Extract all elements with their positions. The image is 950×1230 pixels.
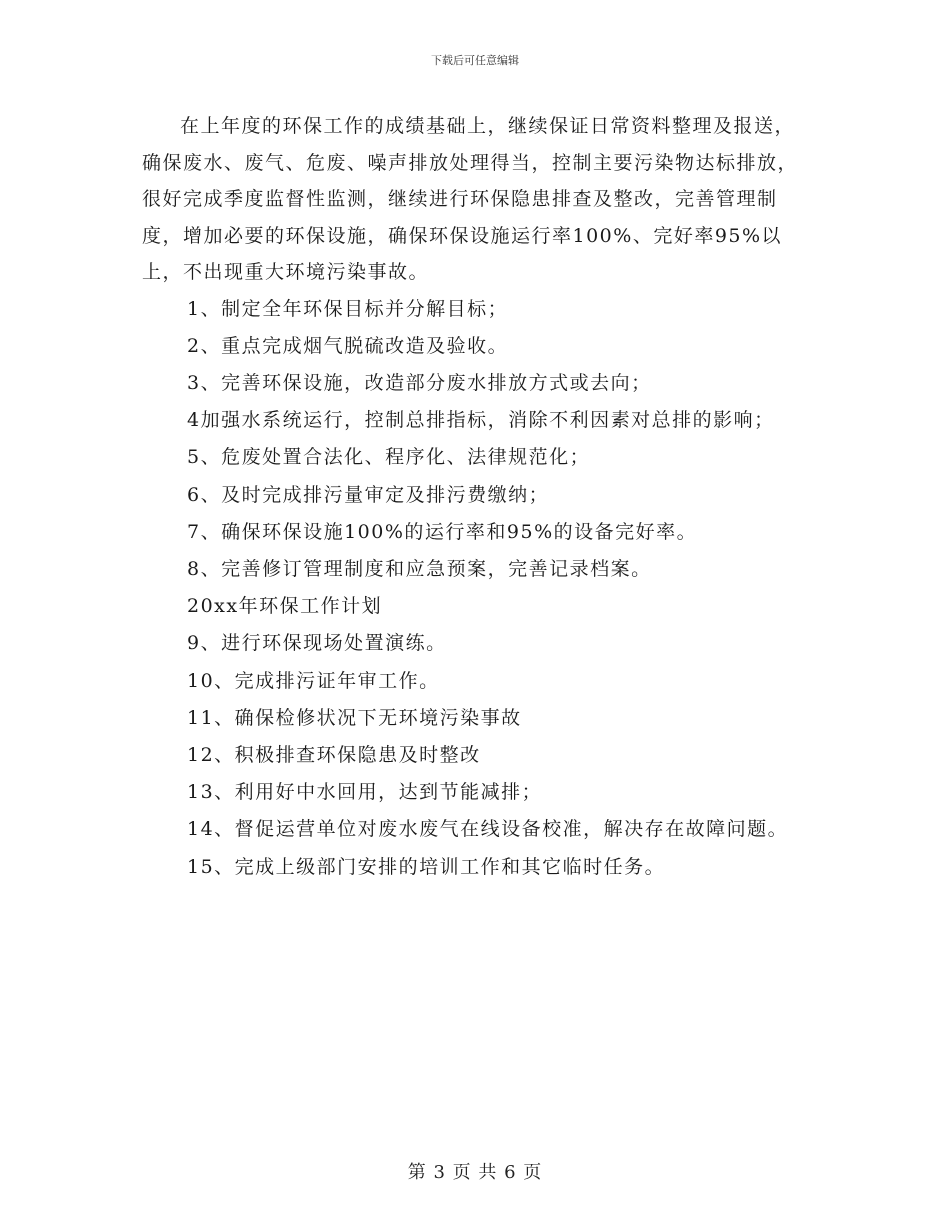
list-item: 3、完善环保设施，改造部分废水排放方式或去向； — [187, 371, 652, 394]
list-item: 6、及时完成排污量审定及排污费缴纳； — [187, 483, 550, 506]
list-item: 13、利用好中水回用，达到节能减排； — [187, 781, 543, 804]
list-item: 8、完善修订管理制度和应急预案，完善记录档案。 — [187, 557, 652, 580]
list-item: 2、重点完成烟气脱硫改造及验收。 — [187, 334, 509, 357]
list-item: 14、督促运营单位对废水废气在线设备校准，解决存在故障问题。 — [187, 818, 789, 841]
list-item: 4加强水系统运行，控制总排指标，消除不利因素对总排的影响； — [187, 409, 775, 432]
list-item: 1、制定全年环保目标并分解目标； — [187, 297, 509, 320]
list-item: 11、确保检修状况下无环境污染事故 — [187, 706, 522, 729]
list-item: 15、完成上级部门安排的培训工作和其它临时任务。 — [187, 855, 666, 878]
document-body — [142, 108, 812, 886]
page-number: 第 3 页 共 6 页 — [407, 1162, 543, 1183]
list-item: 10、完成排污证年审工作。 — [187, 669, 440, 692]
list-item: 9、进行环保现场处置演练。 — [187, 632, 447, 655]
list-item: 7、确保环保设施100%的运行率和95%的设备完好率。 — [187, 520, 698, 543]
section-heading: 20xx年环保工作计划 — [187, 595, 383, 618]
page-header: 下载后可任意编辑 — [431, 54, 519, 67]
intro-paragraph: 在上年度的环保工作的成绩基础上，继续保证日常资料整理及报送，确保废水、废气、危废、噪声排放处理得当，控制主要污染物达标排放，很好完成季度监督性监测，继续进行环保隐患排查及整改，完善管理制度，增加必要的环保设施，确保环保设施运行率100%、完好率95%以上，不出现重大环境污染事故。 — [142, 115, 799, 283]
list-item: 12、积极排查环保隐患及时整改 — [187, 743, 481, 766]
list-item: 5、危废处置合法化、程序化、法律规范化； — [187, 446, 591, 469]
